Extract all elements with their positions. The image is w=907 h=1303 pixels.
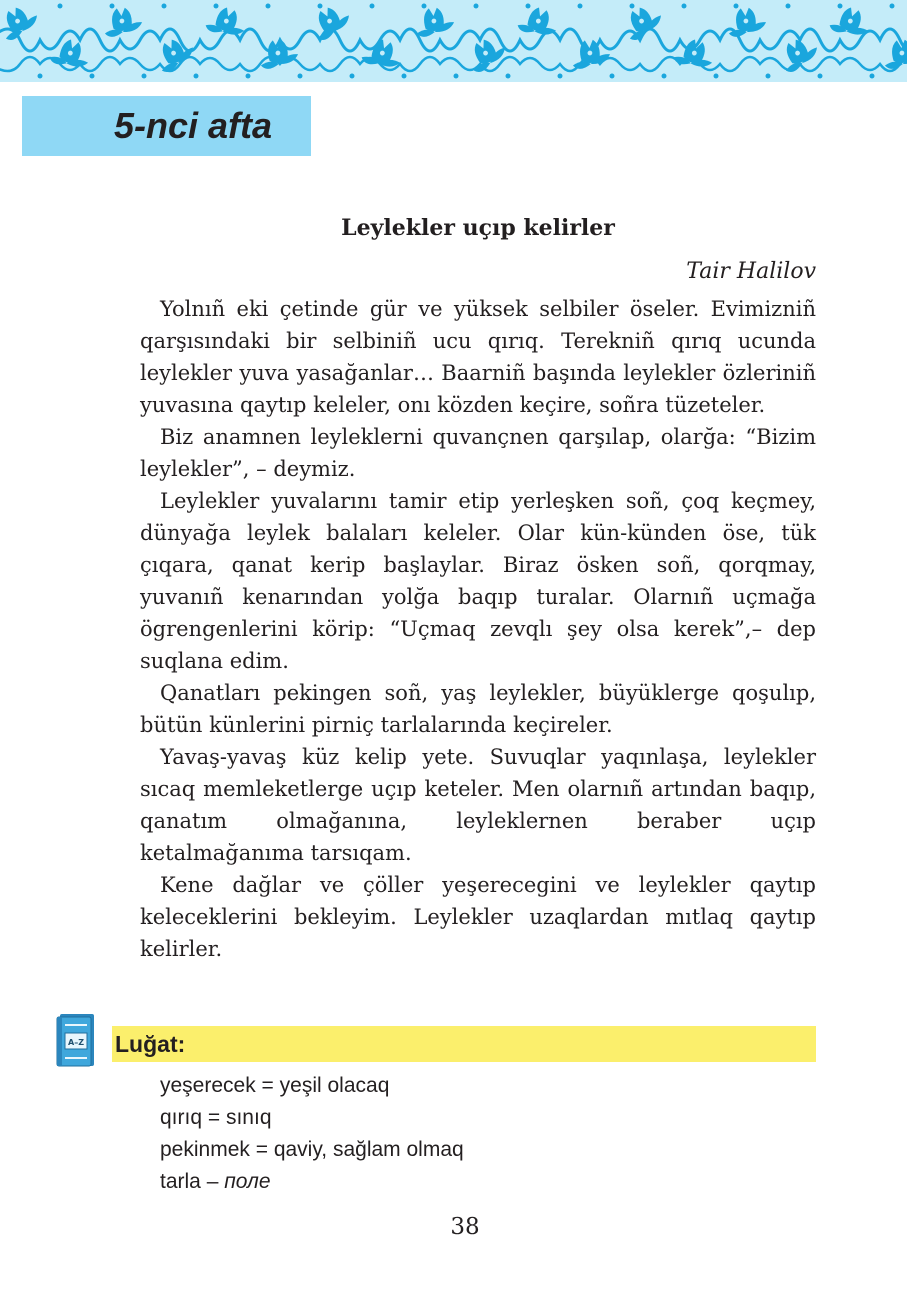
dictionary-header: [112, 1026, 816, 1062]
dictionary-term: qırıq: [160, 1106, 203, 1129]
dictionary-term: yeşerecek: [160, 1074, 256, 1097]
dictionary-title: Luğat:: [115, 1031, 186, 1057]
dictionary-meaning: qaviy, sağlam olmaq: [273, 1138, 464, 1161]
dictionary-term: tarla: [160, 1170, 201, 1193]
dictionary-meaning: поле: [224, 1170, 271, 1193]
story-paragraph: Yavaş-yavaş küz kelip yete. Suvuqlar yaqınlaşa, leylekler sıcaq memleketlerge uçıp keteler. Men olarnıñ artından baqıp, qanatım olmağanına, leyleklernen beraber uçıp ketalmağanıma tarsıqam.: [140, 745, 816, 865]
story-paragraph: Qanatları pekingen soñ, yaş leylekler, büyüklerge qoşulıp, bütün künlerini pirniç tarlalarında keçireler.: [140, 681, 816, 737]
story-body: [140, 293, 816, 965]
story-author: Tair Halilov: [686, 259, 816, 284]
dictionary-list: [160, 1070, 464, 1198]
story-paragraph: Leylekler yuvalarını tamir etip yerleşken soñ, çoq keçmey, dünyağa leylek balaları keleler. Olar kün-künden öse, tük çıqara, qanat kerip başlaylar. Biraz ösken soñ, qorqmay, yuvanıñ kenarından yolğa baqıp turalar. Olarnıñ uçmağa ögrengenlerini körip: “Uçmaq zevqlı şey olsa kerek”,– dep suqlana edim.: [140, 489, 816, 673]
dictionary-separator: =: [255, 1074, 280, 1097]
story-paragraph: Kene dağlar ve çöller yeşerecegini ve leylekler qaytıp keleceklerini bekleyim. Leylekler uzaqlardan mıtlaq qaytıp kelirler.: [140, 873, 816, 961]
dictionary-term: pekinmek: [160, 1138, 250, 1161]
story-title: Leylekler uçıp kelirler: [341, 215, 615, 241]
dictionary-entry: [160, 1102, 464, 1134]
week-label-box: [22, 96, 311, 156]
book-icon-label: A–Z: [68, 1038, 84, 1047]
story-paragraph: Yolnıñ eki çetinde gür ve yüksek selbiler öseler. Evimizniñ qarşısındaki bir selbiniñ ucu qırıq. Terekniñ qırıq ucunda leylekler yuva yasağanlar… Baarniñ başında leylekler özleriniñ yuvasına qaytıp keleler, onı közden keçire, soñra tüzeteler.: [140, 297, 816, 417]
page-number: 38: [450, 1214, 480, 1240]
dictionary-separator: =: [202, 1106, 226, 1129]
dictionary-entry: [160, 1166, 464, 1198]
book-icon: [54, 1012, 96, 1068]
dictionary-entry: [160, 1070, 464, 1102]
dictionary-meaning: yeşil olacaq: [279, 1074, 390, 1097]
dictionary-meaning: sınıq: [225, 1106, 272, 1129]
dictionary-separator: =: [249, 1138, 274, 1161]
floral-banner: [0, 0, 907, 82]
week-label: 5-nci afta: [114, 105, 273, 146]
dictionary-separator: –: [200, 1170, 225, 1193]
story-paragraph: Biz anamnen leyleklerni quvançnen qarşılap, olarğa: “Bizim leylekler”, – deymiz.: [140, 425, 816, 481]
floral-ornament-icon: [0, 0, 907, 82]
dictionary-entry: [160, 1134, 464, 1166]
